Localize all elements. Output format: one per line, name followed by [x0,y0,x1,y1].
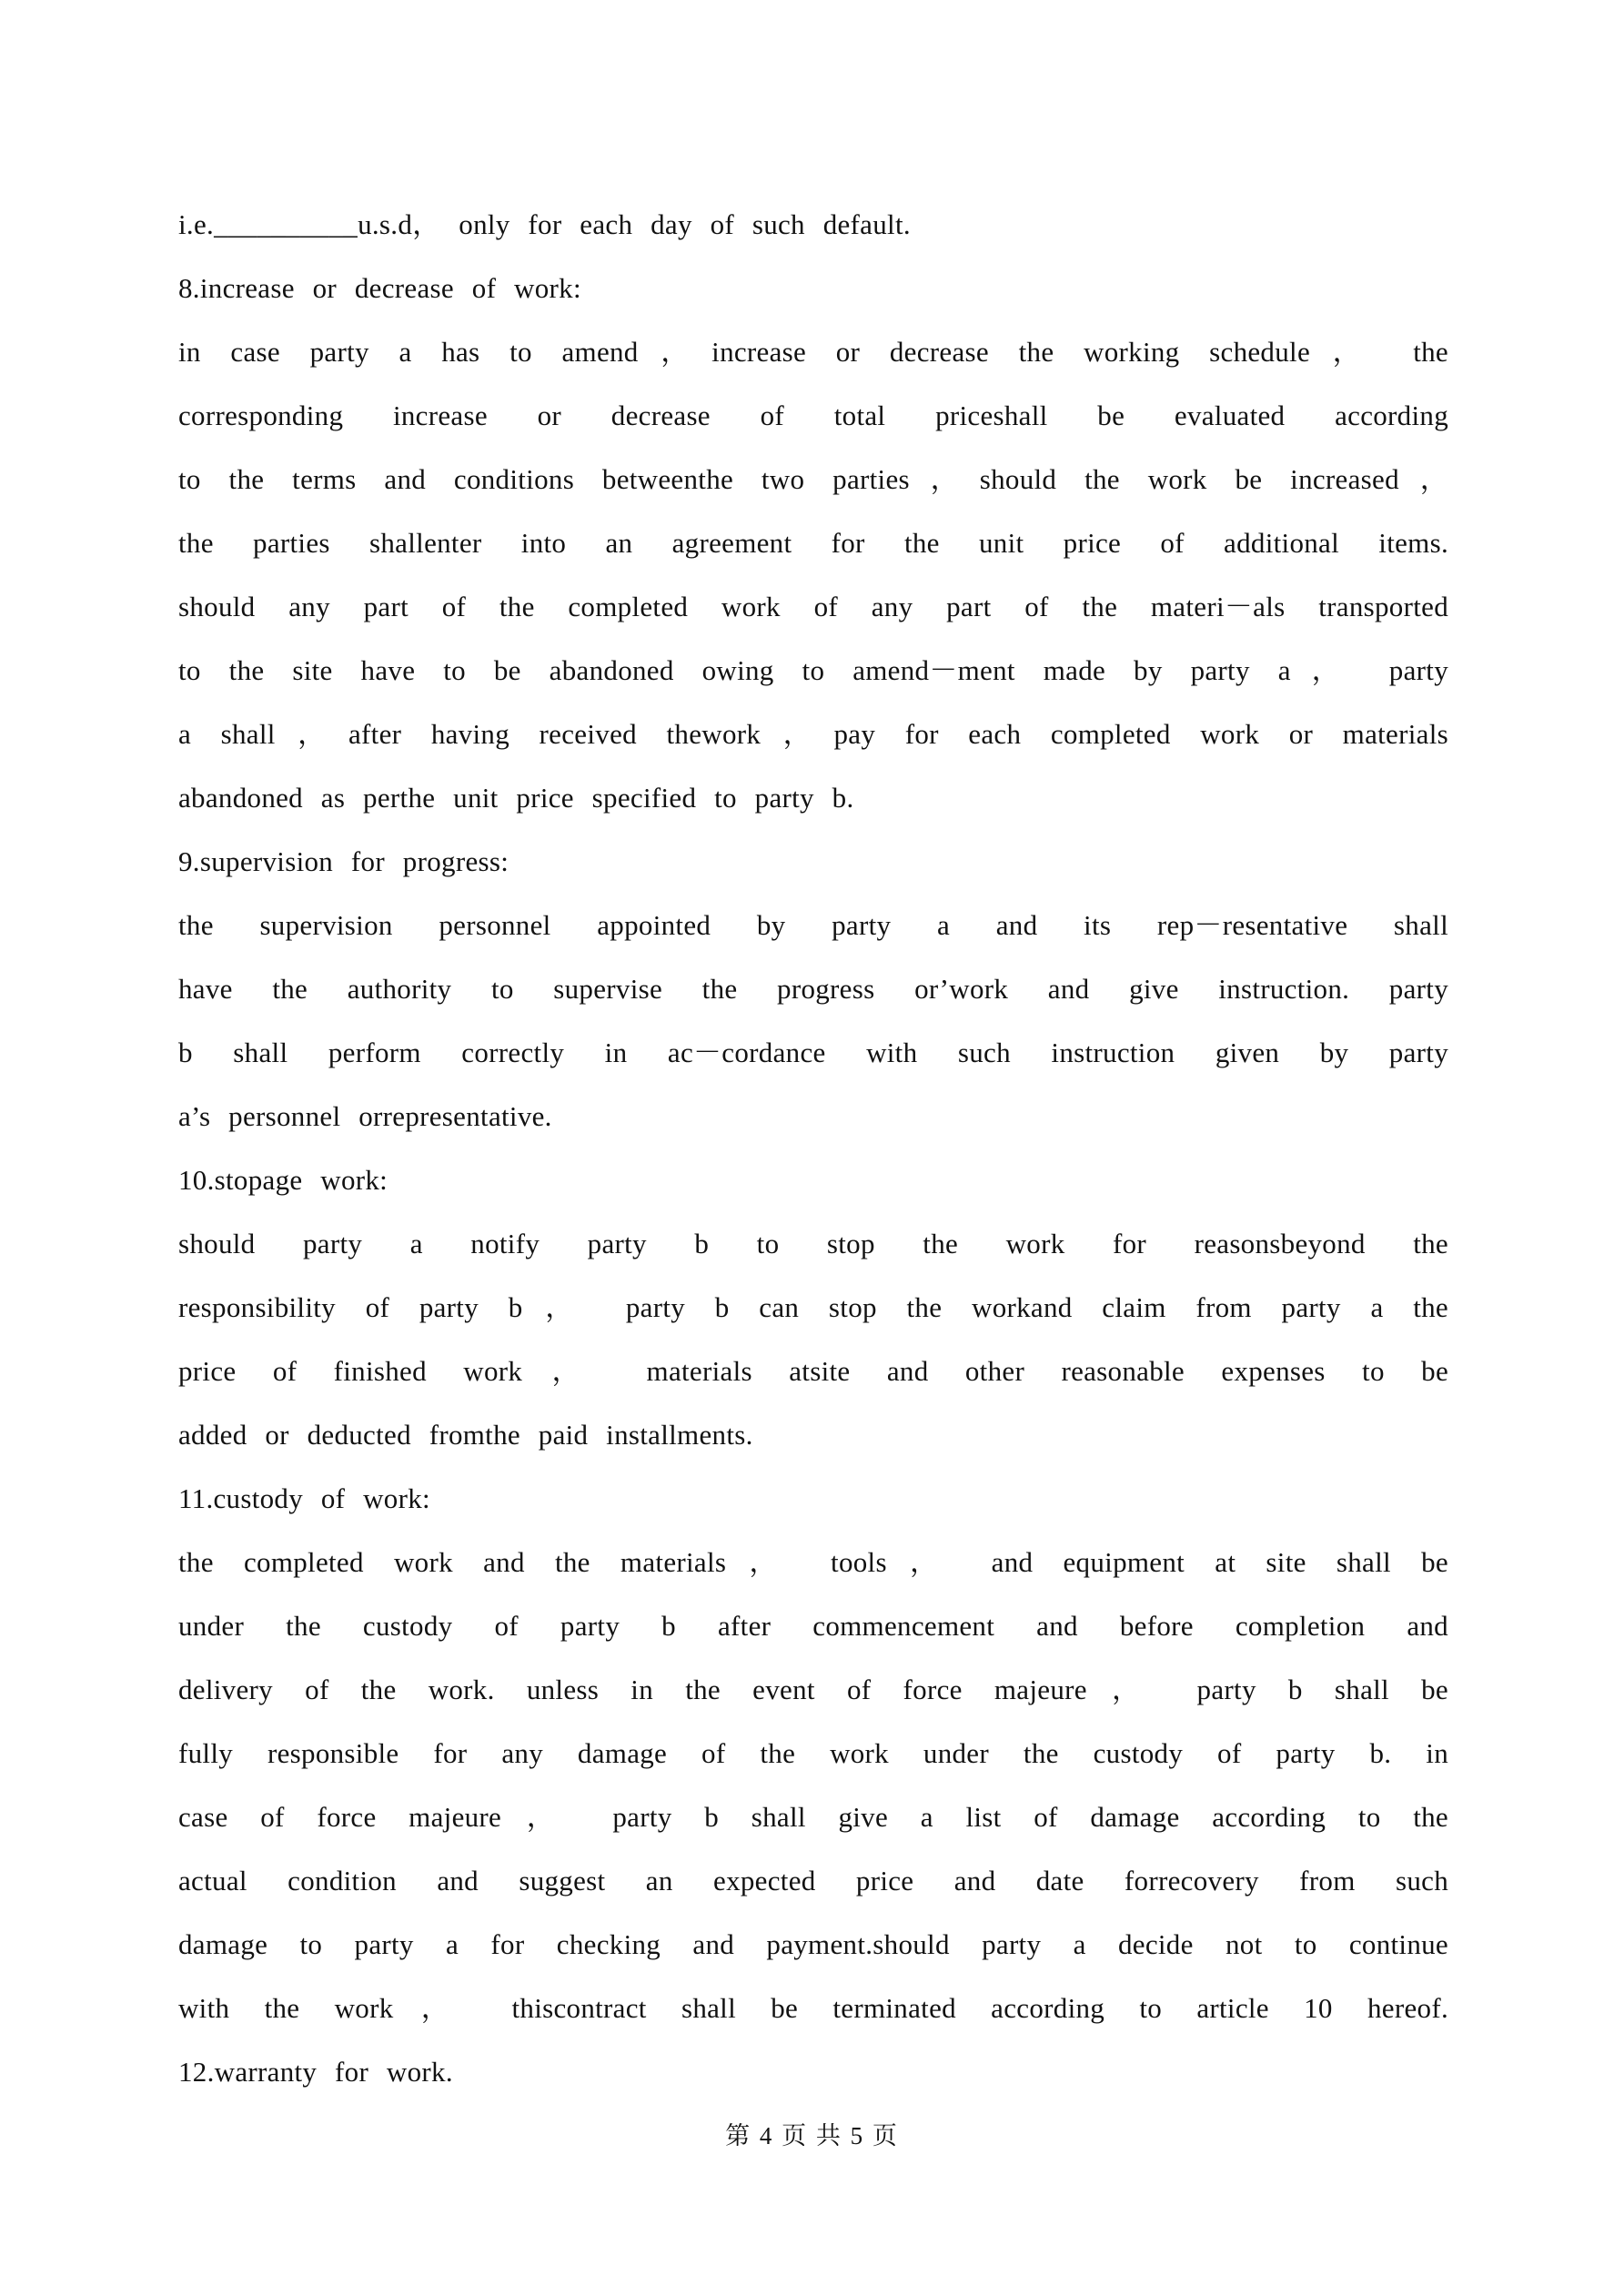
document-line: 9.supervision for progress: [178,845,509,877]
document-line: should party a notify party b to stop the work for reasonsbeyond the [178,1228,1448,1259]
document-line: a’s personnel orrepresentative. [178,1100,552,1132]
document-line: actual condition and suggest an expected price and date forrecovery from such [178,1865,1448,1896]
document-body [178,193,1448,2104]
document-line: to the site have to be abandoned owing to amend－ment made by party a， party [178,654,1448,686]
document-line: fully responsible for any damage of the work under the custody of party b. in [178,1737,1448,1769]
document-line: damage to party a for checking and payment.should party a decide not to continue [178,1928,1448,1960]
document-line: responsibility of party b， party b can stop the workand claim from party a the [178,1291,1448,1323]
document-line: b shall perform correctly in ac－cordance with such instruction given by party [178,1037,1448,1068]
document-line: i.e.__________u.s.d， only for each day of such default. [178,208,911,240]
document-line: the completed work and the materials， tools， and equipment at site shall be [178,1546,1448,1578]
document-line: under the custody of party b after commencement and before completion and [178,1610,1448,1642]
document-line: in case party a has to amend，increase or decrease the working schedule， the [178,336,1448,368]
document-line: delivery of the work. unless in the event of force majeure， party b shall be [178,1674,1448,1705]
document-line: 8.increase or decrease of work: [178,272,581,304]
document-line: have the authority to supervise the progress or’work and give instruction. party [178,973,1448,1005]
document-line: price of finished work， materials atsite and other reasonable expenses to be [178,1355,1448,1387]
document-line: 11.custody of work: [178,1482,430,1514]
document-line: the parties shallenter into an agreement for the unit price of additional items. [178,527,1448,559]
document-line: added or deducted fromthe paid installments. [178,1419,753,1451]
document-line: case of force majeure， party b shall give a list of damage according to the [178,1801,1448,1833]
document-line: a shall，after having received thework，pay for each completed work or materials [178,718,1448,750]
document-line: corresponding increase or decrease of total priceshall be evaluated according [178,400,1448,431]
document-line: the supervision personnel appointed by party a and its rep－resentative shall [178,909,1448,941]
document-line: 12.warranty for work. [178,2056,453,2088]
page-number-footer: 第 4 页 共 5 页 [725,2122,899,2149]
document-line: to the terms and conditions betweenthe two parties，should the work be increased， [178,463,1448,495]
document-line: 10.stopage work: [178,1164,388,1196]
document-line: with the work， thiscontract shall be terminated according to article 10 hereof. [178,1992,1448,2024]
document-line: abandoned as perthe unit price specified to party b. [178,782,854,814]
document-line: should any part of the completed work of any part of the materi－als transported [178,591,1448,622]
